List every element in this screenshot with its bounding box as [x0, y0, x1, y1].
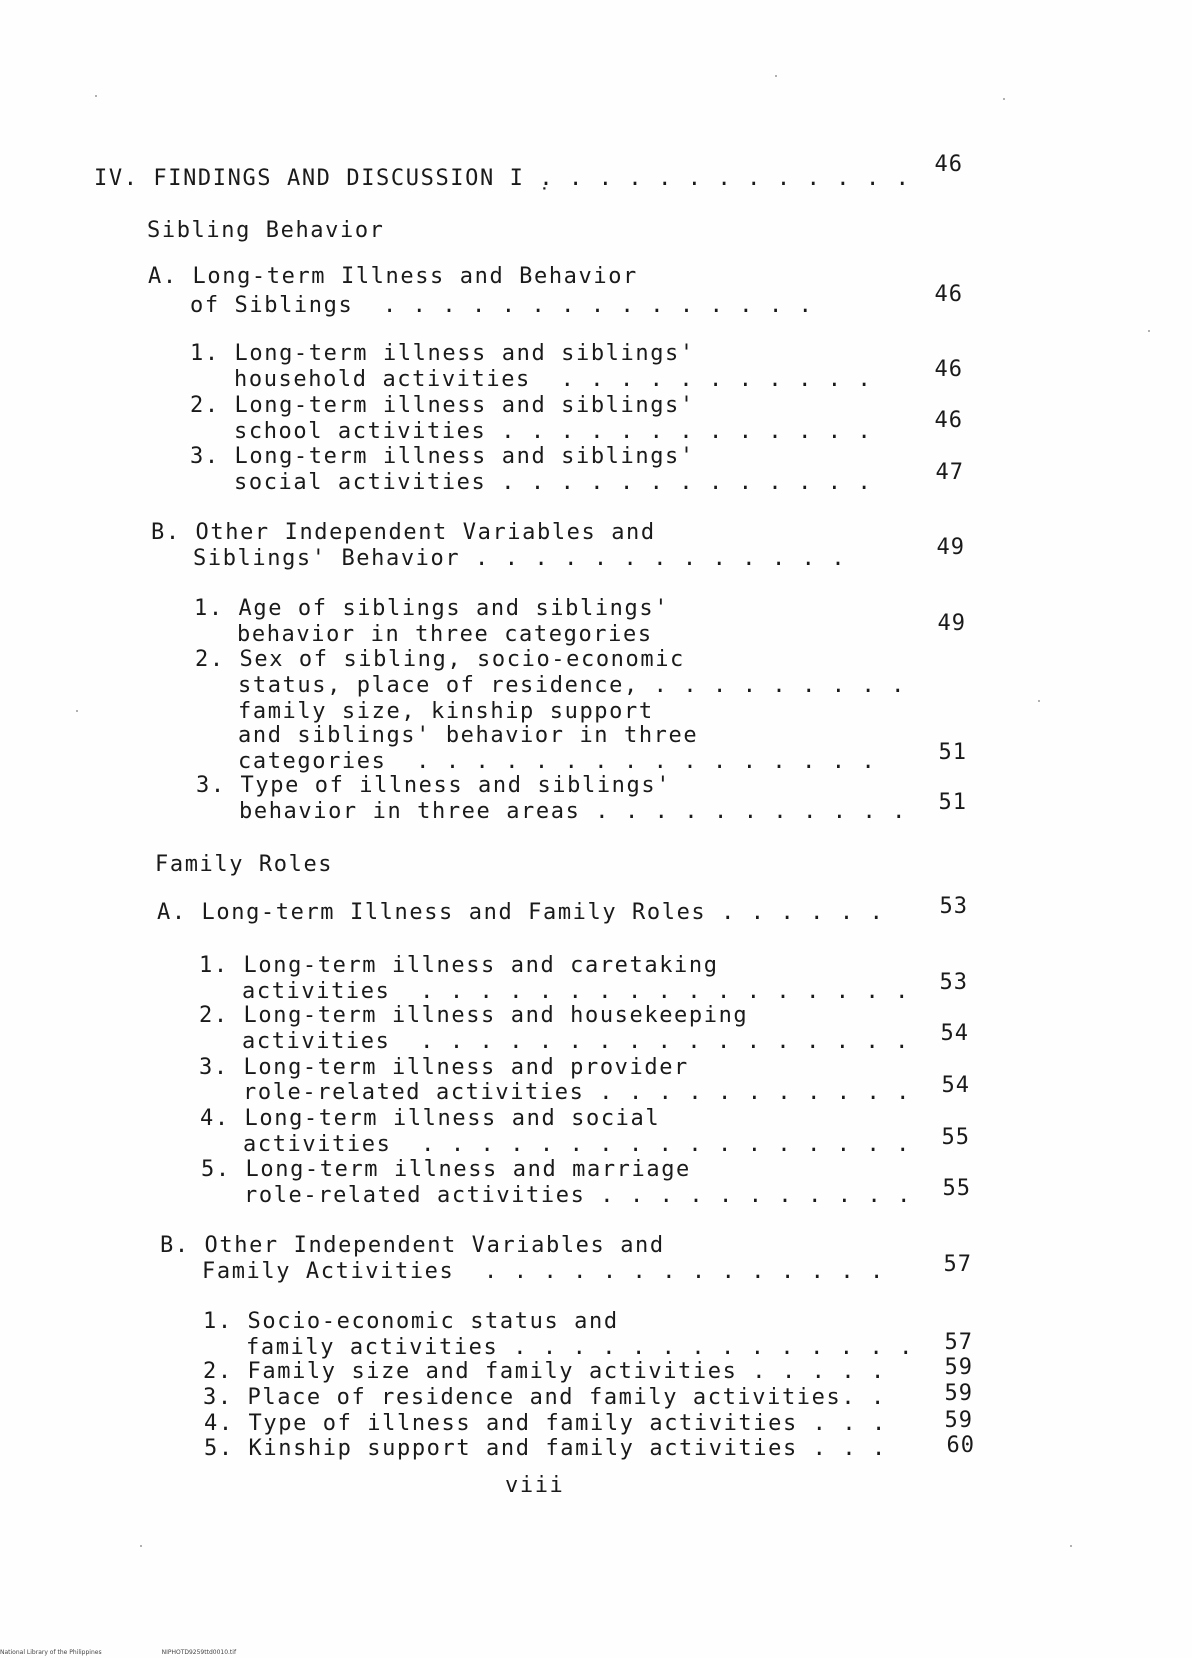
- toc-entry-fam-b3: 3. Place of residence and family activities. .: [203, 1385, 886, 1410]
- toc-page-number: 46: [934, 357, 963, 382]
- toc-entry-sib-a2-line1: 2. Long-term illness and siblings': [190, 393, 695, 418]
- toc-page-number: 55: [942, 1176, 971, 1201]
- toc-entry-fam-b-line2: Family Activities . . . . . . . . . . . . . .: [202, 1259, 885, 1284]
- toc-entry-sib-a3-line2: social activities . . . . . . . . . . . . .: [234, 470, 873, 495]
- toc-entry-sib-b2-line2: status, place of residence, . . . . . . . . .: [238, 673, 907, 698]
- toc-entry-fam-a-line1: A. Long-term Illness and Family Roles . . . . . .: [157, 900, 885, 925]
- footer-file: NIPHOTD9259ttd0010.tif: [161, 1649, 237, 1656]
- toc-page-number: 49: [937, 611, 966, 636]
- scan-speck: [1038, 700, 1040, 702]
- toc-page-number: 46: [934, 282, 963, 307]
- toc-entry-sib-b3-line2: behavior in three areas . . . . . . . . . . .: [239, 799, 908, 824]
- toc-entry-sib-a1-line2: household activities . . . . . . . . . . .: [234, 367, 873, 392]
- toc-entry-sib-b1-line2: behavior in three categories: [237, 622, 653, 647]
- toc-entry-fam-a5-line2: role-related activities . . . . . . . . . . .: [244, 1183, 913, 1208]
- toc-entry-fam-b4: 4. Type of illness and family activities . . .: [204, 1411, 887, 1436]
- toc-entry-fam-a1-line2: activities . . . . . . . . . . . . . . . . .: [242, 979, 911, 1004]
- toc-page-number: 47: [935, 460, 964, 485]
- toc-entry-fam-b5: 5. Kinship support and family activities . . .: [204, 1436, 887, 1461]
- toc-entry-sib-a-line1: A. Long-term Illness and Behavior: [148, 264, 638, 289]
- toc-entry-sib-a3-line1: 3. Long-term illness and siblings': [190, 444, 695, 469]
- toc-entry-fam-b1-line2: family activities . . . . . . . . . . . . . .: [246, 1335, 915, 1360]
- toc-chapter-iv: IV. FINDINGS AND DISCUSSION I ̣. . . . . . . . . . . . .: [94, 166, 911, 191]
- toc-entry-fam-a1-line1: 1. Long-term illness and caretaking: [199, 953, 719, 978]
- toc-page-number: 53: [939, 970, 968, 995]
- toc-entry-sib-b2-line1: 2. Sex of sibling, socio-economic: [195, 647, 685, 672]
- toc-page-number: 49: [936, 535, 965, 560]
- toc-entry-sib-b1-line1: 1. Age of siblings and siblings': [194, 596, 670, 621]
- scan-speck: [140, 1545, 142, 1547]
- toc-entry-fam-b2: 2. Family size and family activities . . . . .: [203, 1359, 886, 1384]
- section-heading-family-roles: Family Roles: [155, 852, 334, 877]
- toc-page-number: 51: [938, 790, 967, 815]
- toc-entry-sib-b3-line1: 3. Type of illness and siblings': [196, 773, 672, 798]
- toc-entry-sib-a2-line2: school activities . . . . . . . . . . . . .: [234, 419, 873, 444]
- scan-speck: [1003, 98, 1005, 100]
- scan-footer: [0, 1649, 296, 1656]
- toc-entry-fam-a4-line1: 4. Long-term illness and social: [200, 1106, 661, 1131]
- toc-entry-fam-a3-line2: role-related activities . . . . . . . . . . .: [243, 1080, 912, 1105]
- toc-entry-sib-b2-line3: family size, kinship support: [238, 699, 654, 724]
- toc-entry-fam-a5-line1: 5. Long-term illness and marriage: [201, 1157, 691, 1182]
- toc-entry-fam-a4-line2: activities . . . . . . . . . . . . . . . . .: [243, 1132, 912, 1157]
- scan-speck: [775, 75, 777, 77]
- scan-speck: [1148, 330, 1150, 332]
- toc-page-number: 59: [944, 1408, 973, 1433]
- toc-page-number: 60: [946, 1433, 975, 1458]
- toc-page-number: 46: [934, 152, 963, 177]
- toc-entry-sib-b-line2: Siblings' Behavior . . . . . . . . . . . . .: [193, 546, 847, 571]
- toc-page-number: 54: [940, 1021, 969, 1046]
- toc-entry-sib-b-line1: B. Other Independent Variables and: [151, 520, 656, 545]
- toc-entry-fam-b1-line1: 1. Socio-economic status and: [203, 1309, 619, 1334]
- section-heading-sibling-behavior: Sibling Behavior: [147, 218, 385, 243]
- toc-page-number: 57: [944, 1330, 973, 1355]
- scan-speck: [1070, 1545, 1072, 1547]
- toc-page-number: 46: [934, 408, 963, 433]
- footer-library: National Library of the Philippines: [0, 1649, 102, 1656]
- toc-page-number: 55: [941, 1125, 970, 1150]
- toc-page-number: 53: [939, 894, 968, 919]
- toc-page-number: 54: [941, 1073, 970, 1098]
- toc-entry-fam-b-line1: B. Other Independent Variables and: [160, 1233, 665, 1258]
- toc-entry-sib-b2-line4: and siblings' behavior in three: [238, 723, 699, 748]
- toc-entry-sib-a-line2: of Siblings . . . . . . . . . . . . . . .: [190, 293, 814, 318]
- scan-speck: [76, 710, 78, 712]
- scan-speck: [95, 95, 97, 97]
- toc-page-number: 59: [944, 1381, 973, 1406]
- toc-page-number: 57: [943, 1252, 972, 1277]
- toc-page-number: 51: [938, 740, 967, 765]
- toc-entry-fam-a3-line1: 3. Long-term illness and provider: [199, 1055, 689, 1080]
- toc-entry-fam-a2-line2: activities . . . . . . . . . . . . . . . . .: [242, 1029, 911, 1054]
- toc-entry-sib-a1-line1: 1. Long-term illness and siblings': [190, 341, 695, 366]
- toc-page-number: 59: [944, 1355, 973, 1380]
- toc-entry-fam-a2-line1: 2. Long-term illness and housekeeping: [199, 1003, 749, 1028]
- toc-entry-sib-b2-line5: categories . . . . . . . . . . . . . . . .: [238, 749, 877, 774]
- page-number: viii: [505, 1473, 565, 1498]
